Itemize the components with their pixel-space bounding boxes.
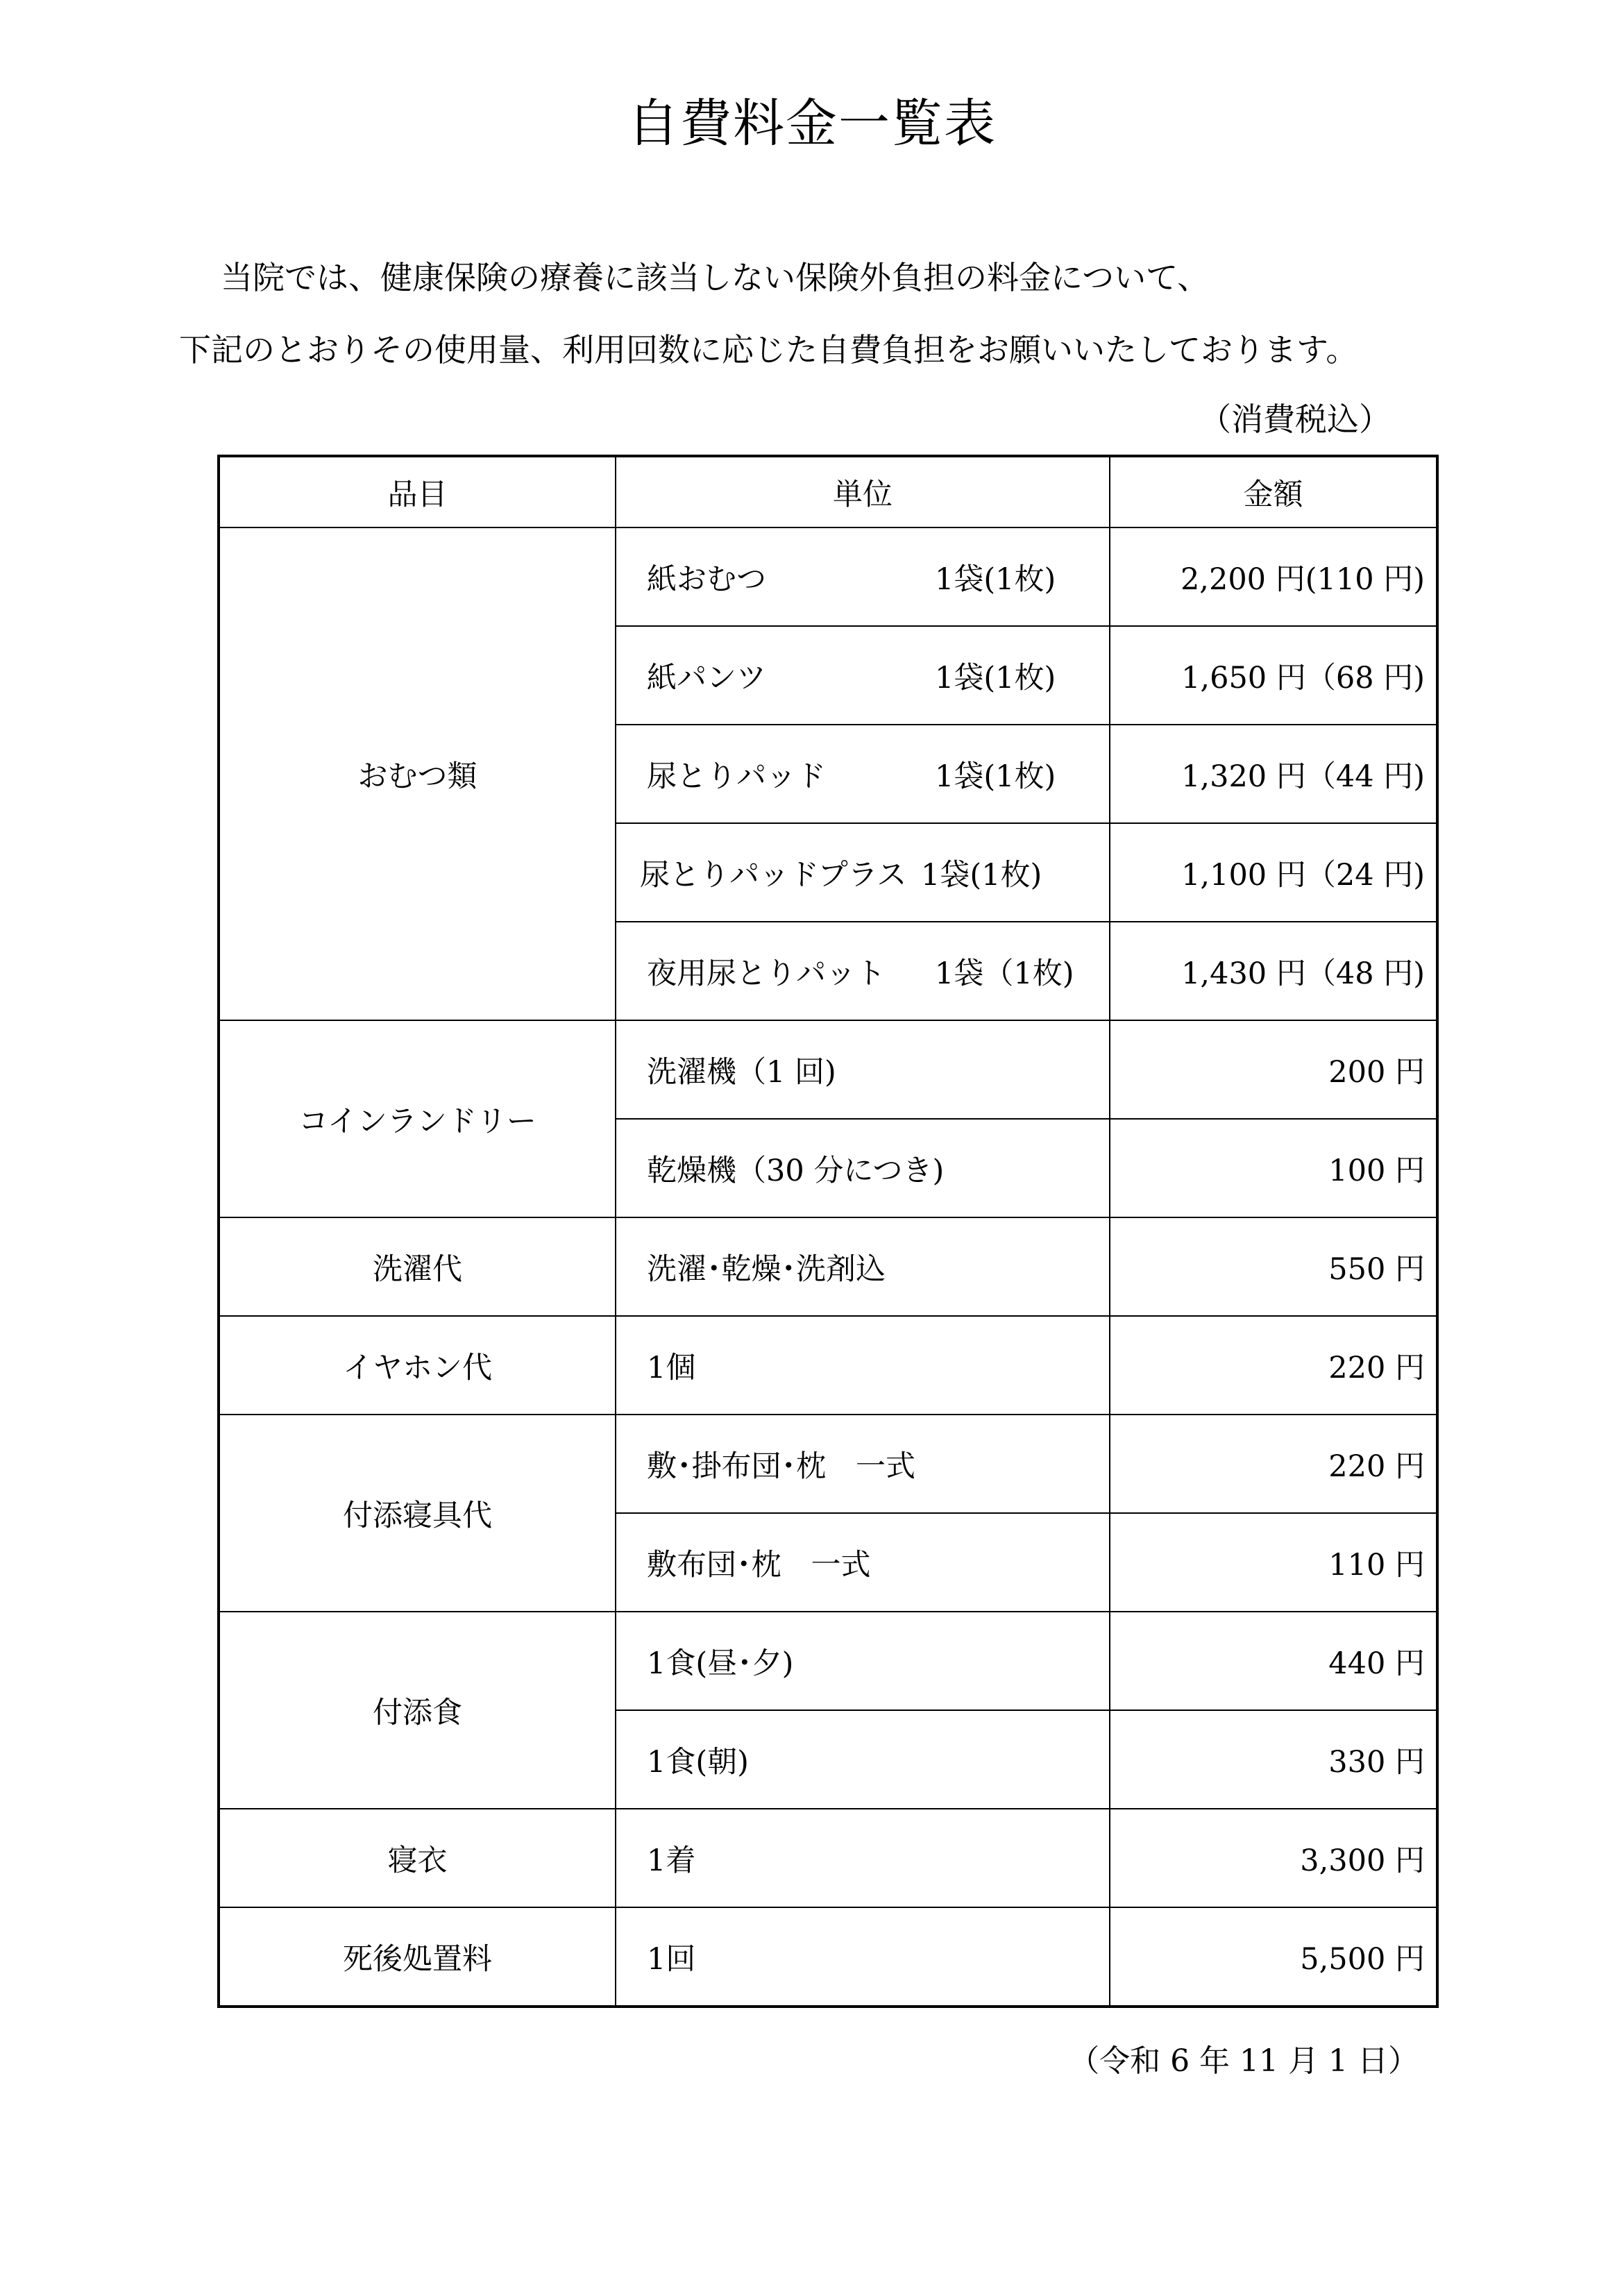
price-cell: 200 円 [1110,1020,1437,1119]
unit-cell: 1個 [616,1316,1110,1415]
document-title: 自費料金一覧表 [627,94,997,153]
item-cell-earphone-fee: イヤホン代 [219,1316,616,1415]
price-cell: 5,500 円 [1110,1907,1437,2007]
price-cell: 1,320 円（44 円) [1110,725,1437,823]
unit-cell: 洗濯機（1 回) [616,1020,1110,1119]
table-row [219,527,1437,626]
unit-qty: 1袋(1枚) [921,857,1042,893]
unit-cell: 1着 [616,1809,1110,1907]
unit-name: 紙パンツ [647,660,766,695]
intro-line-2: 下記のとおりその使用量、利用回数に応じた自費負担をお願いいたしております。 [179,331,1358,369]
unit-cell [616,626,1110,725]
unit-qty: 1袋（1枚) [935,956,1074,991]
table-row [219,1415,1437,1513]
price-cell: 3,300 円 [1110,1809,1437,1907]
unit-cell: 1食(朝) [616,1710,1110,1809]
unit-name: 尿とりパッドプラス [640,857,907,893]
unit-cell: 敷布団･枕 一式 [616,1513,1110,1612]
unit-cell: 1回 [616,1907,1110,2007]
table-row [219,1907,1437,2007]
price-cell: 220 円 [1110,1316,1437,1415]
unit-cell [616,823,1110,922]
price-cell: 550 円 [1110,1217,1437,1316]
unit-cell [616,725,1110,823]
unit-cell [616,527,1110,626]
date-note: （令和 6 年 11 月 1 日） [1069,2043,1419,2079]
table-row [219,1612,1437,1710]
price-cell: 1,100 円（24 円) [1110,823,1437,922]
fee-table [217,455,1439,2008]
item-cell-attendant-bedding: 付添寝具代 [219,1415,616,1612]
item-cell-laundry-fee: 洗濯代 [219,1217,616,1316]
item-cell-postmortem-care: 死後処置料 [219,1907,616,2007]
item-cell-attendant-meal: 付添食 [219,1612,616,1809]
table-row [219,1020,1437,1119]
header-unit: 単位 [616,456,1110,527]
header-price: 金額 [1110,456,1437,527]
price-cell: 110 円 [1110,1513,1437,1612]
price-cell: 1,430 円（48 円) [1110,922,1437,1020]
header-item: 品目 [219,456,616,527]
unit-cell [616,922,1110,1020]
item-cell-nightwear: 寝衣 [219,1809,616,1907]
unit-qty: 1袋(1枚) [935,562,1056,597]
price-cell: 220 円 [1110,1415,1437,1513]
unit-name: 尿とりパッド [647,759,826,794]
price-cell: 2,200 円(110 円) [1110,527,1437,626]
unit-cell: 乾燥機（30 分につき) [616,1119,1110,1217]
item-cell-diapers: おむつ類 [219,527,616,1020]
intro-line-1: 当院では、健康保険の療養に該当しない保険外負担の料金について、 [221,259,1210,296]
price-cell: 100 円 [1110,1119,1437,1217]
price-cell: 1,650 円（68 円) [1110,626,1437,725]
table-row [219,1217,1437,1316]
unit-name: 紙おむつ [647,562,766,597]
unit-qty: 1袋(1枚) [935,660,1056,695]
unit-cell: 洗濯･乾燥･洗剤込 [616,1217,1110,1316]
tax-note: （消費税込） [1199,400,1391,438]
unit-qty: 1袋(1枚) [935,759,1056,794]
table-header-row [219,456,1437,527]
unit-cell: 1食(昼･夕) [616,1612,1110,1710]
table-row [219,1809,1437,1907]
table-row [219,1316,1437,1415]
unit-cell: 敷･掛布団･枕 一式 [616,1415,1110,1513]
unit-name: 夜用尿とりパット [647,956,886,991]
price-cell: 440 円 [1110,1612,1437,1710]
price-cell: 330 円 [1110,1710,1437,1809]
item-cell-coin-laundry: コインランドリー [219,1020,616,1217]
